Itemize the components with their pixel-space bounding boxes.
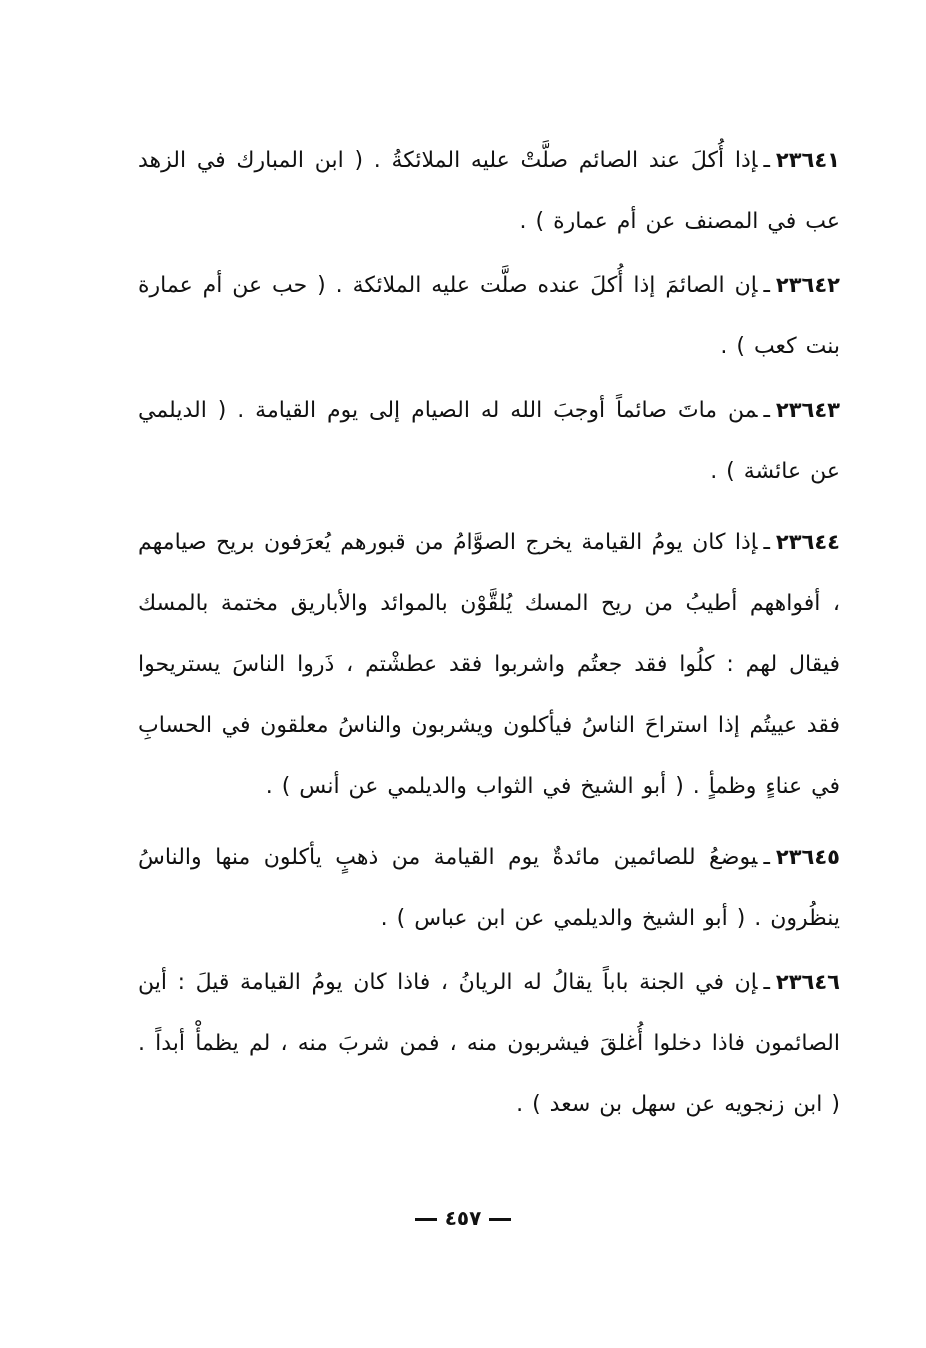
page-number: ٤٥٧ (444, 1206, 482, 1230)
hadith-dash: ـ (763, 845, 770, 870)
hadith-entry-23646 (138, 952, 840, 1135)
hadith-number: ٢٣٦٤٤ (775, 530, 840, 554)
hadith-text: يوضعُ للصائمين مائدةٌ يوم القيامة من ذهبٍ يأكلون منها والناسُ ينظُرون . ( أبو الشيخ والديلمي عن ابن عباس ) . (138, 845, 840, 931)
hadith-entry-23643 (138, 380, 840, 502)
hadith-number: ٢٣٦٤٦ (775, 970, 840, 994)
footer-left-rule (489, 1218, 511, 1221)
footer-right-rule (415, 1218, 437, 1221)
hadith-number: ٢٣٦٤١ (775, 148, 840, 172)
hadith-dash: ـ (763, 398, 770, 423)
hadith-text: إن في الجنة باباً يقالُ له الريانُ ، فاذا كان يومُ القيامة قيلَ : أين الصائمون فاذا دخلوا أُغلقَ فيشربون منه ، فمن شربَ منه ، لم يظمأْ أبداً . ( ابن زنجويه عن سهل بن سعد ) . (138, 970, 840, 1117)
hadith-text: من ماتَ صائماً أوجبَ الله له الصيام إلى يوم القيامة . ( الديلمي عن عائشة ) . (138, 398, 840, 484)
hadith-text: إذا أُكلَ عند الصائم صلَّتْ عليه الملائكةُ . ( ابن المبارك في الزهد عب في المصنف عن أم عمارة ) . (138, 148, 840, 234)
hadith-entry-23641 (138, 130, 840, 252)
hadith-dash: ـ (763, 148, 770, 173)
hadith-entry-23644 (138, 512, 840, 817)
hadith-dash: ـ (763, 273, 770, 298)
hadith-dash: ـ (763, 970, 770, 995)
hadith-entry-23642 (138, 255, 840, 377)
hadith-text-column (138, 130, 840, 1138)
hadith-text: إذا كان يومُ القيامة يخرج الصوَّامُ من قبورهم يُعرَفون بريح صيامهم ، أفواههم أطيبُ من ريح المسك يُلقَّوْن بالموائد والأباريق مختمة بالمسك فيقال لهم : كلُوا فقد جعتُم واشربوا فقد عطشْتم ، ذَروا الناسَ يستريحوا فقد عييتُم إذا استراحَ الناسُ فيأكلون ويشربون والناسُ معلقون في الحسابِ في عناءٍ وظمأٍ . ( أبو الشيخ في الثواب والديلمي عن أنس ) . (138, 530, 840, 799)
hadith-dash: ـ (763, 530, 770, 555)
hadith-number: ٢٣٦٤٢ (775, 273, 840, 297)
hadith-entry-23645 (138, 827, 840, 949)
hadith-number: ٢٣٦٤٥ (775, 845, 840, 869)
page-footer (0, 1203, 926, 1233)
hadith-text: إن الصائمَ إذا أُكلَ عنده صلَّت عليه الملائكة . ( حب عن أم عمارة بنت كعب ) . (138, 273, 840, 359)
hadith-number: ٢٣٦٤٣ (775, 398, 840, 422)
